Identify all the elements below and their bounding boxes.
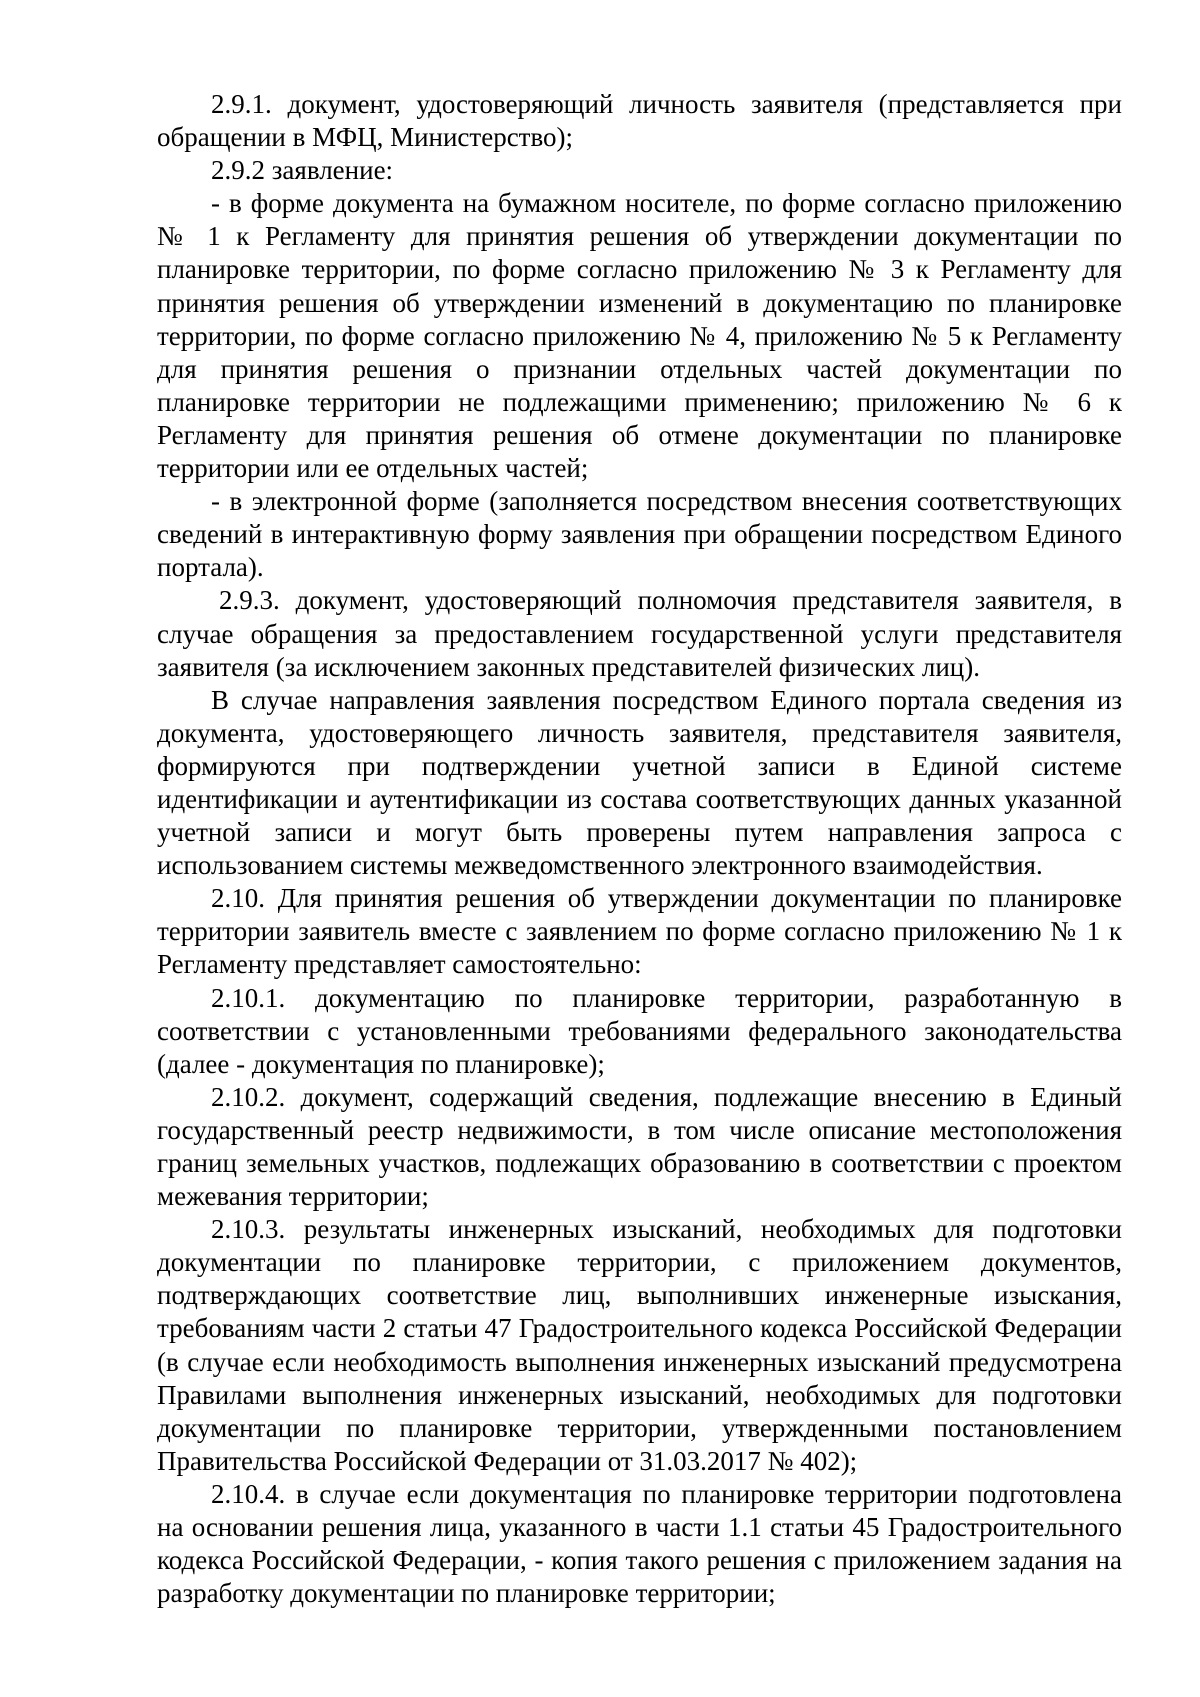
paragraph-portal-note: В случае направления заявления посредством Единого портала сведения из документа, удостоверяющего личность заявителя, представителя заявителя, формируются при подтверждении учетной записи в Единой системе идентификации и аутентификации из состава соответствующих данных указанной учетной записи и могут быть проверены путем направления запроса с использованием системы межведомственного электронного взаимодействия. <box>157 684 1122 881</box>
paragraph-2-10: 2.10. Для принятия решения об утверждении документации по планировке территории заявитель вместе с заявлением по форме согласно приложению № 1 к Регламенту представляет самостоятельно: <box>157 883 1122 980</box>
paragraph-2-10-2: 2.10.2. документ, содержащий сведения, подлежащие внесению в Единый государственный реестр недвижимости, в том числе описание местоположения границ земельных участков, подлежащих образованию в соответствии с проектом межевания территории; <box>157 1081 1122 1212</box>
paragraph-2-9-3: 2.9.3. документ, удостоверяющий полномочия представителя заявителя, в случае обращения за предоставлением государственной услуги представителя заявителя (за исключением законных представителей физических лиц). <box>157 585 1122 682</box>
paragraph-electronic-form: - в электронной форме (заполняется посредством внесения соответствующих сведений в интерактивную форму заявления при обращении посредством Единого портала). <box>157 486 1122 583</box>
paragraph-2-10-1: 2.10.1. документацию по планировке территории, разработанную в соответствии с установленными требованиями федерального законодательства (далее - документация по планировке); <box>157 982 1122 1079</box>
paragraph-2-9-1: 2.9.1. документ, удостоверяющий личность заявителя (представляется при обращении в МФЦ, Министерство); <box>157 89 1122 153</box>
paragraph-2-10-4: 2.10.4. в случае если документация по планировке территории подготовлена на основании решения лица, указанного в части 1.1 статьи 45 Градостроительного кодекса Российской Федерации, - копия такого решения с приложением задания на разработку документации по планировке территории; <box>157 1478 1122 1609</box>
paragraph-paper-form: - в форме документа на бумажном носителе, по форме согласно приложению № 1 к Регламенту для принятия решения об утверждении документации по планировке территории, по форме согласно приложению № 3 к Регламенту для принятия решения об утверждении изменений в документацию по планировке территории, по форме согласно приложению № 4, приложению № 5 к Регламенту для принятия решения о признании отдельных частей документации по планировке территории не подлежащими применению; приложению № 6 к Регламенту для принятия решения об отмене документации по планировке территории или ее отдельных частей; <box>157 188 1122 484</box>
paragraph-2-10-3: 2.10.3. результаты инженерных изысканий, необходимых для подготовки документации по планировке территории, с приложением документов, подтверждающих соответствие лиц, выполнивших инженерные изыскания, требованиям части 2 статьи 47 Градостроительного кодекса Российской Федерации (в случае если необходимость выполнения инженерных изысканий предусмотрена Правилами выполнения инженерных изысканий, необходимых для подготовки документации по планировке территории, утвержденными постановлением Правительства Российской Федерации от 31.03.2017 № 402); <box>157 1214 1122 1476</box>
document-page <box>157 88 1122 1610</box>
paragraph-2-9-2: 2.9.2 заявление: <box>211 155 394 186</box>
